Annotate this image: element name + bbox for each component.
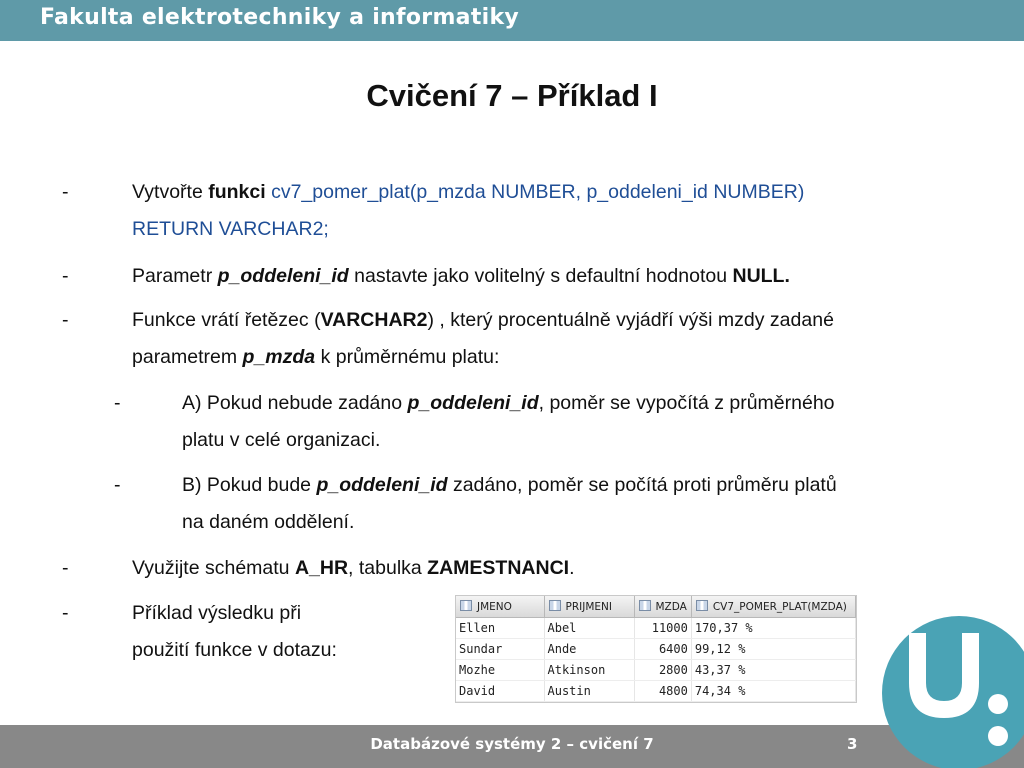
table-row bbox=[456, 638, 856, 659]
cell-mzda: 2800 bbox=[634, 659, 691, 680]
cell-pomer: 170,37 % bbox=[691, 617, 855, 638]
column-icon bbox=[639, 600, 651, 611]
bullet-text: Vytvořte funkci cv7_pomer_plat(p_mzda NUMBER, p_oddeleni_id NUMBER) RETURN VARCHAR2; bbox=[132, 181, 805, 240]
header-row bbox=[456, 596, 856, 617]
column-icon bbox=[696, 600, 708, 611]
column-icon bbox=[549, 600, 561, 611]
bullet-dash: - bbox=[62, 309, 69, 331]
university-u-logo-icon bbox=[882, 613, 1024, 768]
logo-dot-upper bbox=[988, 694, 1008, 714]
cell-jmeno: Sundar bbox=[456, 638, 544, 659]
table-row bbox=[456, 617, 856, 638]
bullet-text: B) Pokud bude p_oddeleni_id zadáno, poměr se počítá proti průměru platů na daném oddělení. bbox=[182, 474, 837, 533]
table-row bbox=[456, 680, 856, 701]
cell-jmeno: Mozhe bbox=[456, 659, 544, 680]
bullet-text: Využijte schématu A_HR, tabulka ZAMESTNANCI. bbox=[132, 557, 575, 579]
cell-prijmeni: Austin bbox=[544, 680, 634, 701]
bullet-example bbox=[62, 595, 442, 669]
footer-course-title: Databázové systémy 2 – cvičení 7 bbox=[370, 735, 654, 753]
bullet-dash: - bbox=[62, 265, 69, 287]
bullet-dash: - bbox=[62, 602, 69, 624]
cell-mzda: 6400 bbox=[634, 638, 691, 659]
cell-prijmeni: Abel bbox=[544, 617, 634, 638]
subbullet-b bbox=[114, 467, 974, 541]
cell-pomer: 99,12 % bbox=[691, 638, 855, 659]
result-grid bbox=[456, 596, 856, 702]
cell-jmeno: Ellen bbox=[456, 617, 544, 638]
header-bar bbox=[0, 0, 1024, 41]
column-icon bbox=[460, 600, 472, 611]
cell-prijmeni: Ande bbox=[544, 638, 634, 659]
bullet-dash: - bbox=[62, 181, 69, 203]
subbullet-a bbox=[114, 385, 974, 459]
column-header-pomer: CV7_POMER_PLAT(MZDA) bbox=[691, 596, 855, 617]
slide-title: Cvičení 7 – Příklad I bbox=[366, 78, 658, 113]
cell-prijmeni: Atkinson bbox=[544, 659, 634, 680]
logo-dot-lower bbox=[988, 726, 1008, 746]
bullet-create-function bbox=[62, 174, 962, 248]
bullet-text: Parametr p_oddeleni_id nastavte jako volitelný s defaultní hodnotou NULL. bbox=[132, 265, 790, 287]
logo-circle bbox=[882, 616, 1024, 768]
bullet-dash: - bbox=[114, 474, 121, 496]
table-row bbox=[456, 659, 856, 680]
cell-pomer: 74,34 % bbox=[691, 680, 855, 701]
bullet-text: Příklad výsledku při použití funkce v dotazu: bbox=[132, 602, 337, 661]
bullet-dash: - bbox=[114, 392, 121, 414]
cell-pomer: 43,37 % bbox=[691, 659, 855, 680]
bullet-text: A) Pokud nebude zadáno p_oddeleni_id, poměr se vypočítá z průměrného platu v celé organizaci. bbox=[182, 392, 835, 451]
cell-mzda: 4800 bbox=[634, 680, 691, 701]
bullet-dash: - bbox=[62, 557, 69, 579]
cell-mzda: 11000 bbox=[634, 617, 691, 638]
faculty-title: Fakulta elektrotechniky a informatiky bbox=[40, 5, 520, 30]
column-header-mzda: MZDA bbox=[634, 596, 691, 617]
bullet-return-value bbox=[62, 302, 962, 376]
column-header-prijmeni: PRIJMENI bbox=[544, 596, 634, 617]
query-result-table bbox=[455, 595, 857, 703]
bullet-schema bbox=[62, 550, 962, 587]
bullet-parameter-optional bbox=[62, 258, 962, 295]
cell-jmeno: David bbox=[456, 680, 544, 701]
page-number: 3 bbox=[847, 735, 858, 753]
bullet-text: Funkce vrátí řetězec (VARCHAR2) , který procentuálně vyjádří výši mzdy zadané parametrem p_mzda k průměrnému platu: bbox=[132, 309, 834, 368]
footer-bar bbox=[0, 725, 1024, 768]
column-header-jmeno: JMENO bbox=[456, 596, 544, 617]
